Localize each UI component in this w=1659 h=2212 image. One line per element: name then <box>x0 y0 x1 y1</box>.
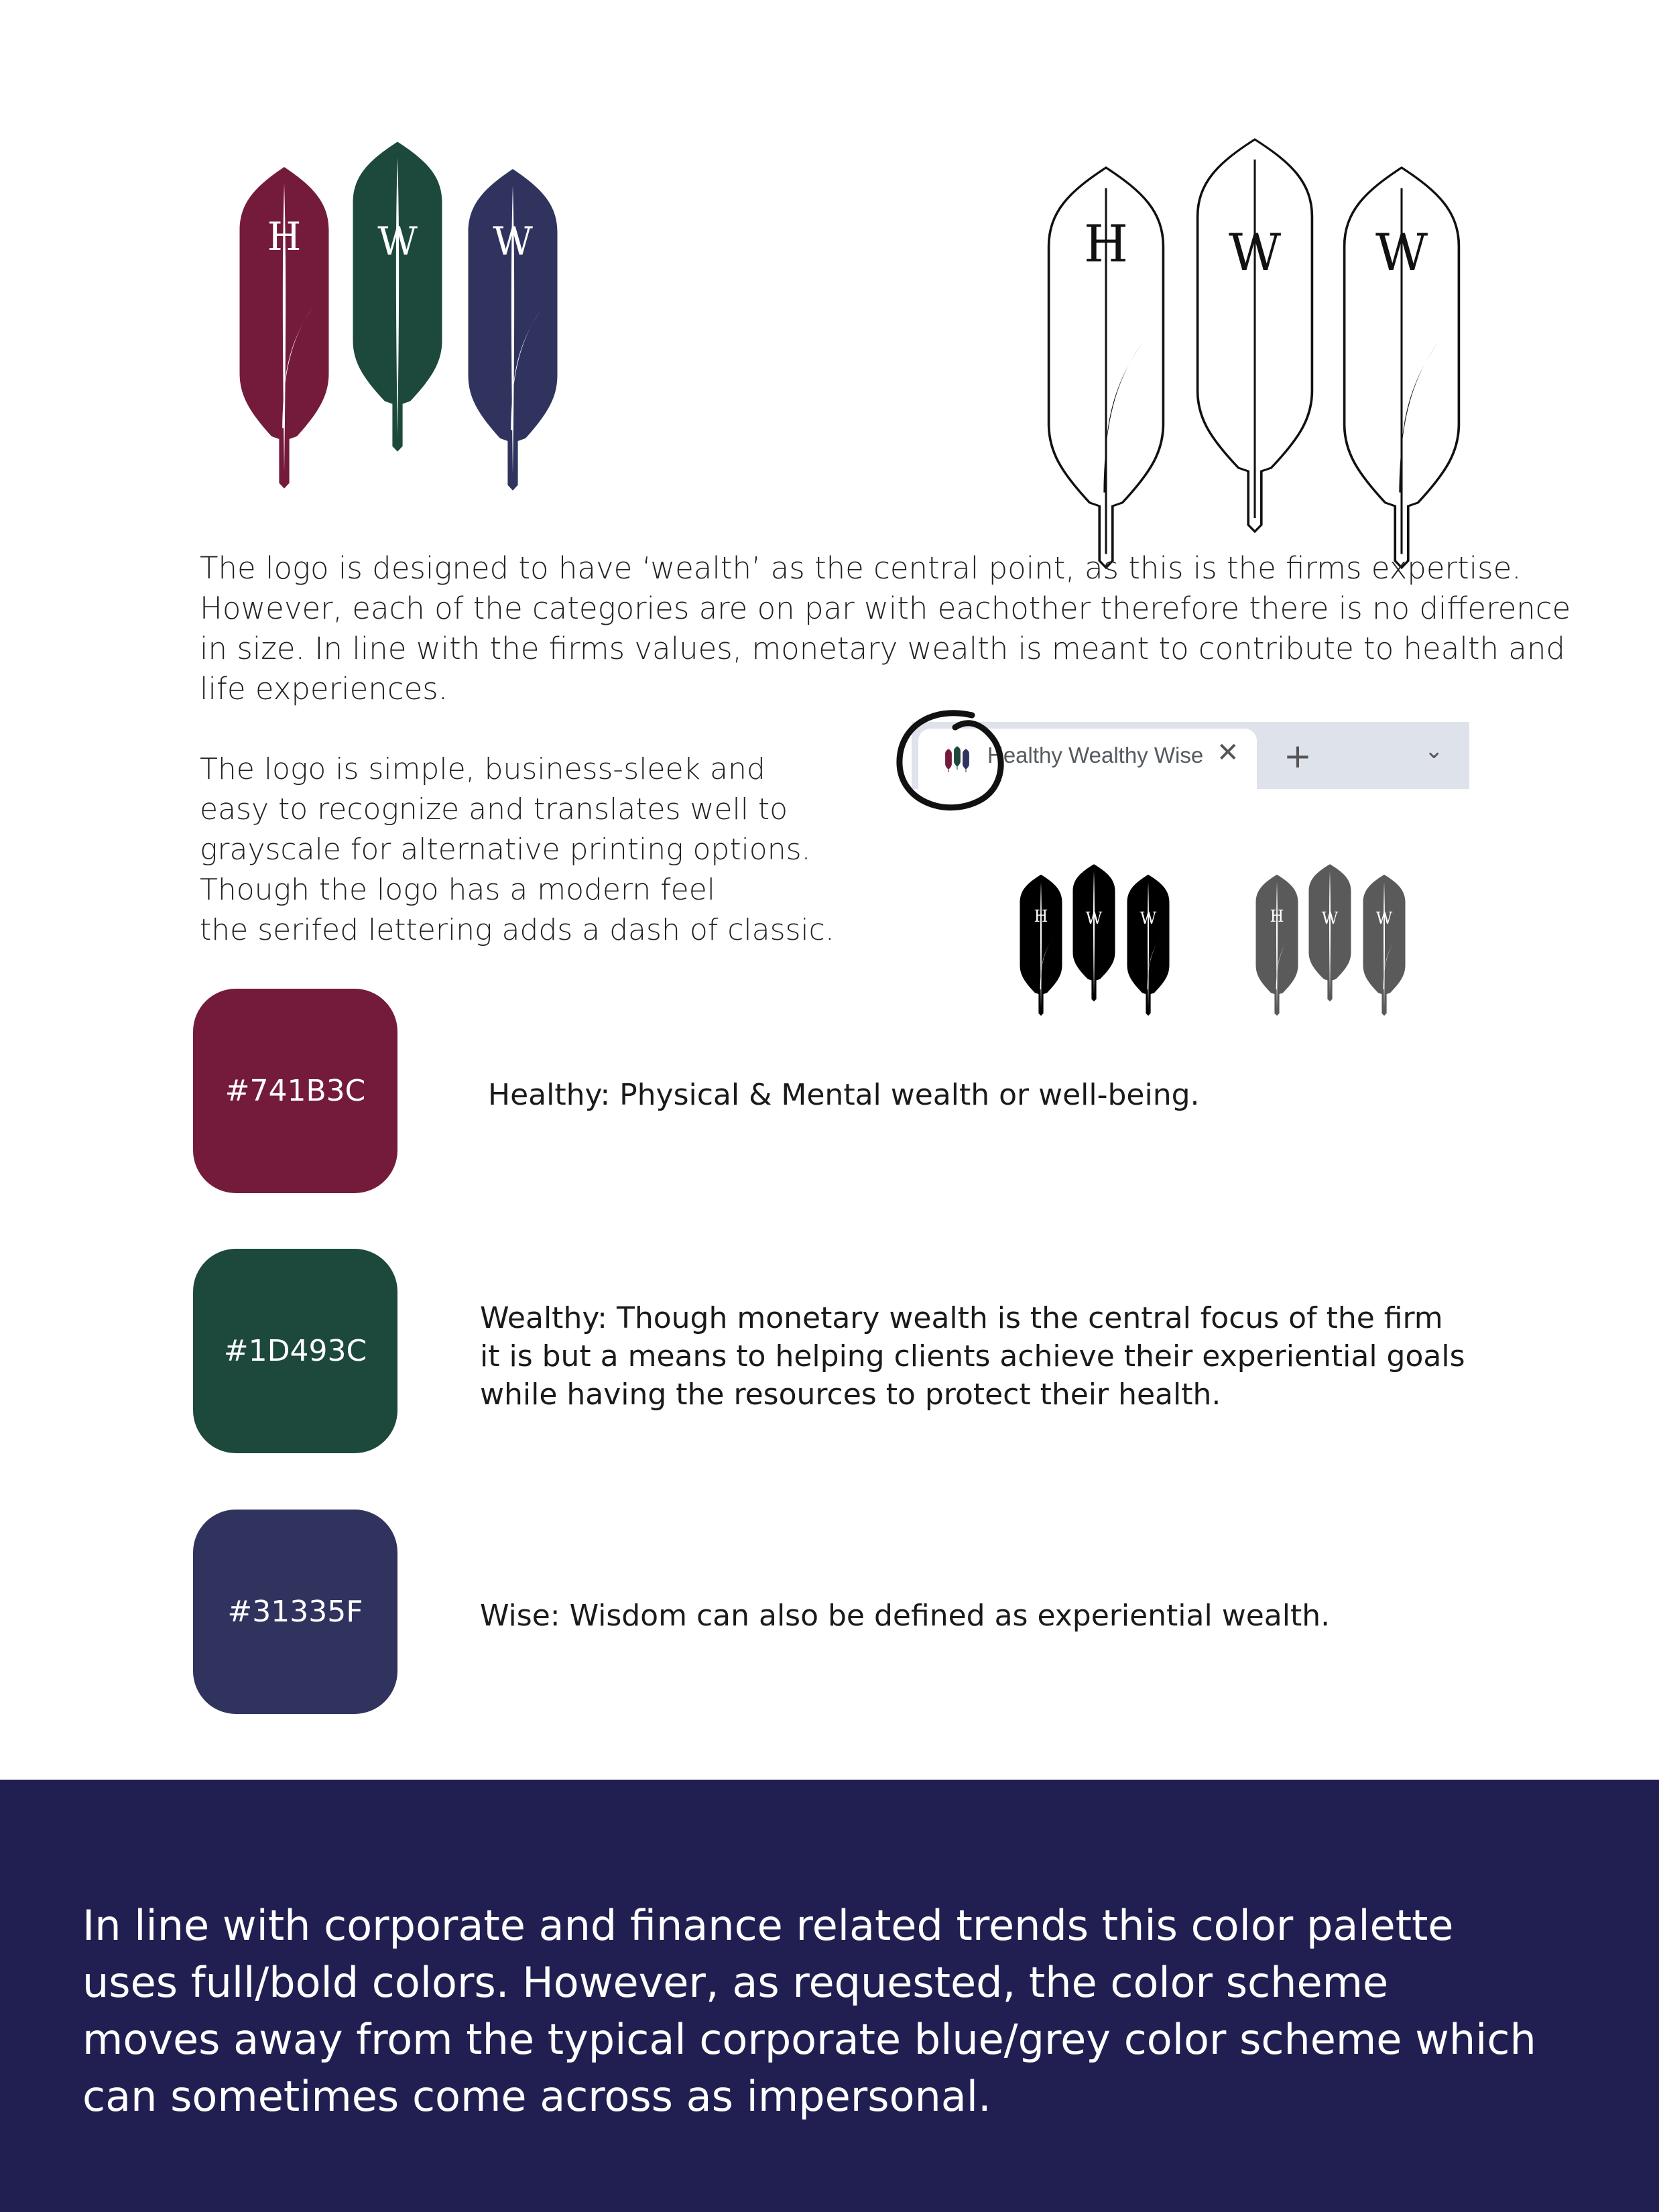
simple-line: Though the logo has a modern feel <box>200 873 716 907</box>
leaf-wealthy <box>353 141 442 451</box>
outline-logo <box>1042 84 1471 506</box>
black-letter-h: H <box>1034 907 1048 926</box>
intro-line: The logo is designed to have ‘wealth’ as the central point, as this is the firms expertise. <box>200 550 1522 586</box>
close-icon[interactable]: ✕ <box>1217 737 1239 768</box>
intro-line: life experiences. <box>200 671 448 706</box>
footer-line: moves away from the typical corporate blue/grey color scheme which <box>82 2015 1536 2064</box>
plus-icon[interactable]: + <box>1284 737 1312 776</box>
footer-line: In line with corporate and finance related trends this color palette <box>82 1901 1454 1950</box>
leaf-wise <box>469 169 558 491</box>
outline-letter-w-2: W <box>1375 223 1428 282</box>
footer-paragraph <box>82 1897 1536 2125</box>
footer-line: can sometimes come across as impersonal. <box>82 2072 991 2121</box>
chevron-down-icon[interactable]: ⌄ <box>1424 737 1444 764</box>
letter-w-2: W <box>493 219 533 264</box>
description-line: while having the resources to protect their health. <box>480 1377 1221 1412</box>
simple-line: easy to recognize and translates well to <box>200 792 788 826</box>
footer-line: uses full/bold colors. However, as requested, the color scheme <box>82 1958 1389 2007</box>
browser-tab-title: Healthy Wealthy Wise <box>987 743 1204 767</box>
black-letter-w-1: W <box>1085 909 1103 928</box>
swatch-hex: #1D493C <box>223 1334 367 1368</box>
gray-letter-h: H <box>1270 907 1284 926</box>
description-line: Wise: Wisdom can also be defined as experiential wealth. <box>480 1599 1331 1633</box>
black-letter-w-2: W <box>1140 909 1157 928</box>
simple-paragraph <box>200 749 835 950</box>
color-logo <box>228 107 576 442</box>
swatch-hex: #741B3C <box>225 1074 366 1108</box>
swatch-wise <box>193 1510 397 1714</box>
swatch-wealthy <box>193 1249 397 1453</box>
swatch-hex: #31335F <box>227 1595 363 1629</box>
swatch-healthy <box>193 989 397 1193</box>
description-healthy <box>488 1076 1200 1114</box>
letter-w-1: W <box>377 219 418 264</box>
gray-letter-w-2: W <box>1375 909 1393 928</box>
black-logo <box>1012 855 1180 1016</box>
intro-line: in size. In line with the firms values, monetary wealth is meant to contribute to health and <box>200 631 1565 666</box>
description-wealthy <box>480 1299 1465 1414</box>
outline-leaf-wealthy <box>1198 139 1312 532</box>
grayscale-logo <box>1248 855 1416 1016</box>
outline-letter-w-1: W <box>1228 223 1282 282</box>
description-wise <box>480 1597 1330 1635</box>
letter-h: H <box>267 214 302 259</box>
simple-line: grayscale for alternative printing options. <box>200 833 811 867</box>
simple-line: the serifed lettering adds a dash of classic. <box>200 913 835 947</box>
description-line: Healthy: Physical & Mental wealth or well-being. <box>488 1078 1200 1112</box>
simple-line: The logo is simple, business-sleek and <box>200 752 765 786</box>
description-line: Wealthy: Though monetary wealth is the central focus of the firm <box>480 1301 1443 1335</box>
intro-paragraph <box>200 548 1571 709</box>
gray-letter-w-1: W <box>1321 909 1339 928</box>
highlight-circle <box>892 700 1039 828</box>
intro-line: However, each of the categories are on par with eachother therefore there is no difference <box>200 591 1571 626</box>
description-line: it is but a means to helping clients achieve their experiential goals <box>480 1339 1465 1373</box>
outline-letter-h: H <box>1083 214 1129 273</box>
